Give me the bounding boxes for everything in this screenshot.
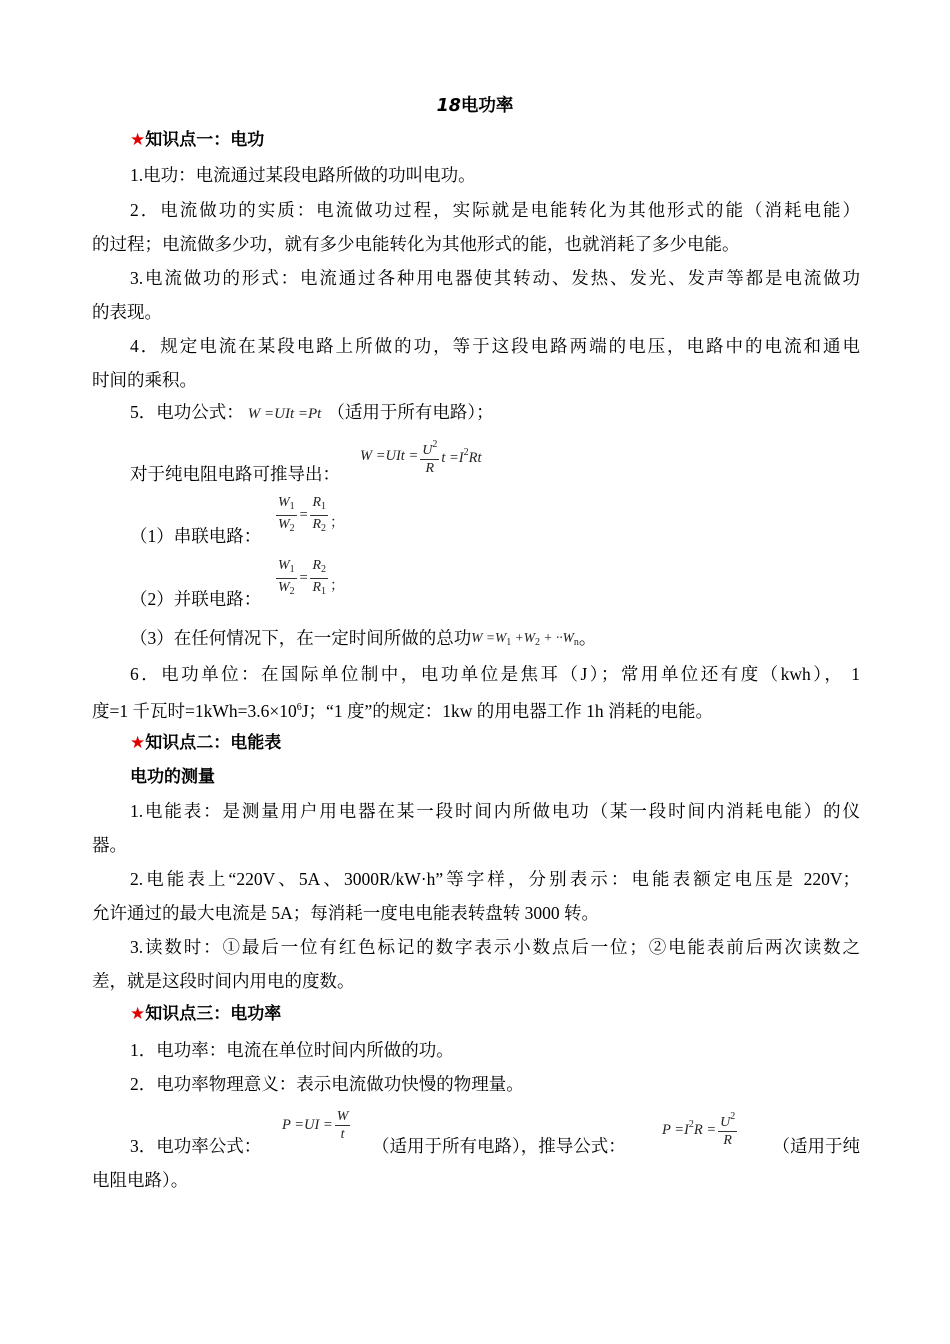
section3-heading: ★知识点三：电功率	[130, 1004, 282, 1024]
power-derived-formula: $P =I^2R$ = $\frac{U^2}{R}$	[662, 1108, 739, 1149]
section3-p1: 1．电功率：电流在单位时间内所做的功。	[130, 1040, 454, 1060]
section3-p2: 2．电功率物理意义：表示电流做功快慢的物理量。	[130, 1074, 524, 1094]
section3-p3-label: 3．电功率公式：	[130, 1136, 262, 1156]
title-number: 18	[436, 96, 461, 116]
pure-resistance-formula: W =UIt = $\frac{U^2}{R}$ $t =I^2Rt$	[360, 436, 482, 477]
section1-p4a: 4．规定电流在某段电路上所做的功，等于这段电路两端的电压，电路中的电流和通电	[130, 336, 860, 356]
section1-p10a: 6．电功单位：在国际单位制中，电功单位是焦耳（J）；常用单位还有度（kwh）， 1	[130, 664, 860, 684]
section2-p1b: 器。	[92, 835, 127, 855]
work-formula: W =UIt =Pt	[247, 406, 322, 422]
section1-p6: 对于纯电阻电路可推导出：	[130, 464, 340, 484]
parallel-ratio-formula: $\frac{W_1}{W_2}$ = $\frac{R_2}{R_1}$ ；	[278, 558, 345, 597]
section1-p8: （2）并联电路：	[130, 589, 262, 609]
section2-p2b: 允许通过的最大电流是 5A；每消耗一度电电能表转盘转 3000 转。	[92, 903, 600, 923]
section1-p5: 5．电功公式： W =UIt =Pt （适用于所有电路）；	[130, 402, 494, 422]
section1-p9: （3）在任何情况下，在一定时间所做的总功$W =W_1 +W_2 + \cdot\cdot W_n$。	[130, 628, 597, 648]
section2-p3a: 3.读数时：①最后一位有红色标记的数字表示小数点后一位；②电能表前后两次读数之	[130, 937, 860, 957]
section1-p3b: 的表现。	[92, 302, 162, 322]
section1-p7: （1）串联电路：	[130, 526, 262, 546]
star-icon: ★	[130, 1004, 146, 1024]
section2-p1a: 1.电能表：是测量用户用电器在某一段时间内所做电功（某一段时间内消耗电能）的仪	[130, 801, 860, 821]
page-title	[0, 92, 950, 117]
section3-p3b: 电阻电路）。	[92, 1170, 189, 1190]
section1-p2b: 的过程；电流做多少功，就有多少电能转化为其他形式的能，也就消耗了多少电能。	[92, 234, 740, 254]
section2-subheading: 电功的测量	[130, 767, 215, 787]
series-ratio-formula: $\frac{W_1}{W_2}$ = $\frac{R_1}{R_2}$ ；	[278, 495, 345, 534]
section1-p2a: 2．电流做功的实质：电流做功过程，实际就是电能转化为其他形式的能（消耗电能）	[130, 200, 860, 220]
section2-heading: ★知识点二：电能表	[130, 733, 282, 753]
section3-p3-note1: （适用于所有电路），推导公式：	[372, 1136, 626, 1156]
power-formula: P =UI = $\frac{W}{t}$	[282, 1109, 349, 1142]
section2-p3b: 差，就是这段时间内用电的度数。	[92, 971, 355, 991]
section2-p2a: 2.电能表上“220V、5A、3000R/kW·h”等字样，分别表示：电能表额定电压是 220V；	[130, 869, 860, 889]
total-work-formula: $W =W_1 +W_2 + \cdot\cdot W_n$	[471, 630, 579, 648]
section1-heading: ★知识点一：电功	[130, 130, 265, 150]
section1-p1: 1.电功：电流通过某段电路所做的功叫电功。	[130, 165, 476, 185]
star-icon: ★	[130, 733, 146, 753]
section1-p3a: 3.电流做功的形式：电流通过各种用电器使其转动、发热、发光、发声等都是电流做功	[130, 268, 860, 288]
section1-p10b: 度=1 千瓦时$=1kWh=3.6\times 10^6J$；“1 度”的规定：1kw 的用电器工作 1h 消耗的电能。	[92, 701, 713, 721]
title-text: 电功率	[460, 96, 514, 116]
star-icon: ★	[130, 130, 146, 150]
section3-p3-note2: （适用于纯	[772, 1136, 860, 1156]
section1-p4b: 时间的乘积。	[92, 370, 197, 390]
